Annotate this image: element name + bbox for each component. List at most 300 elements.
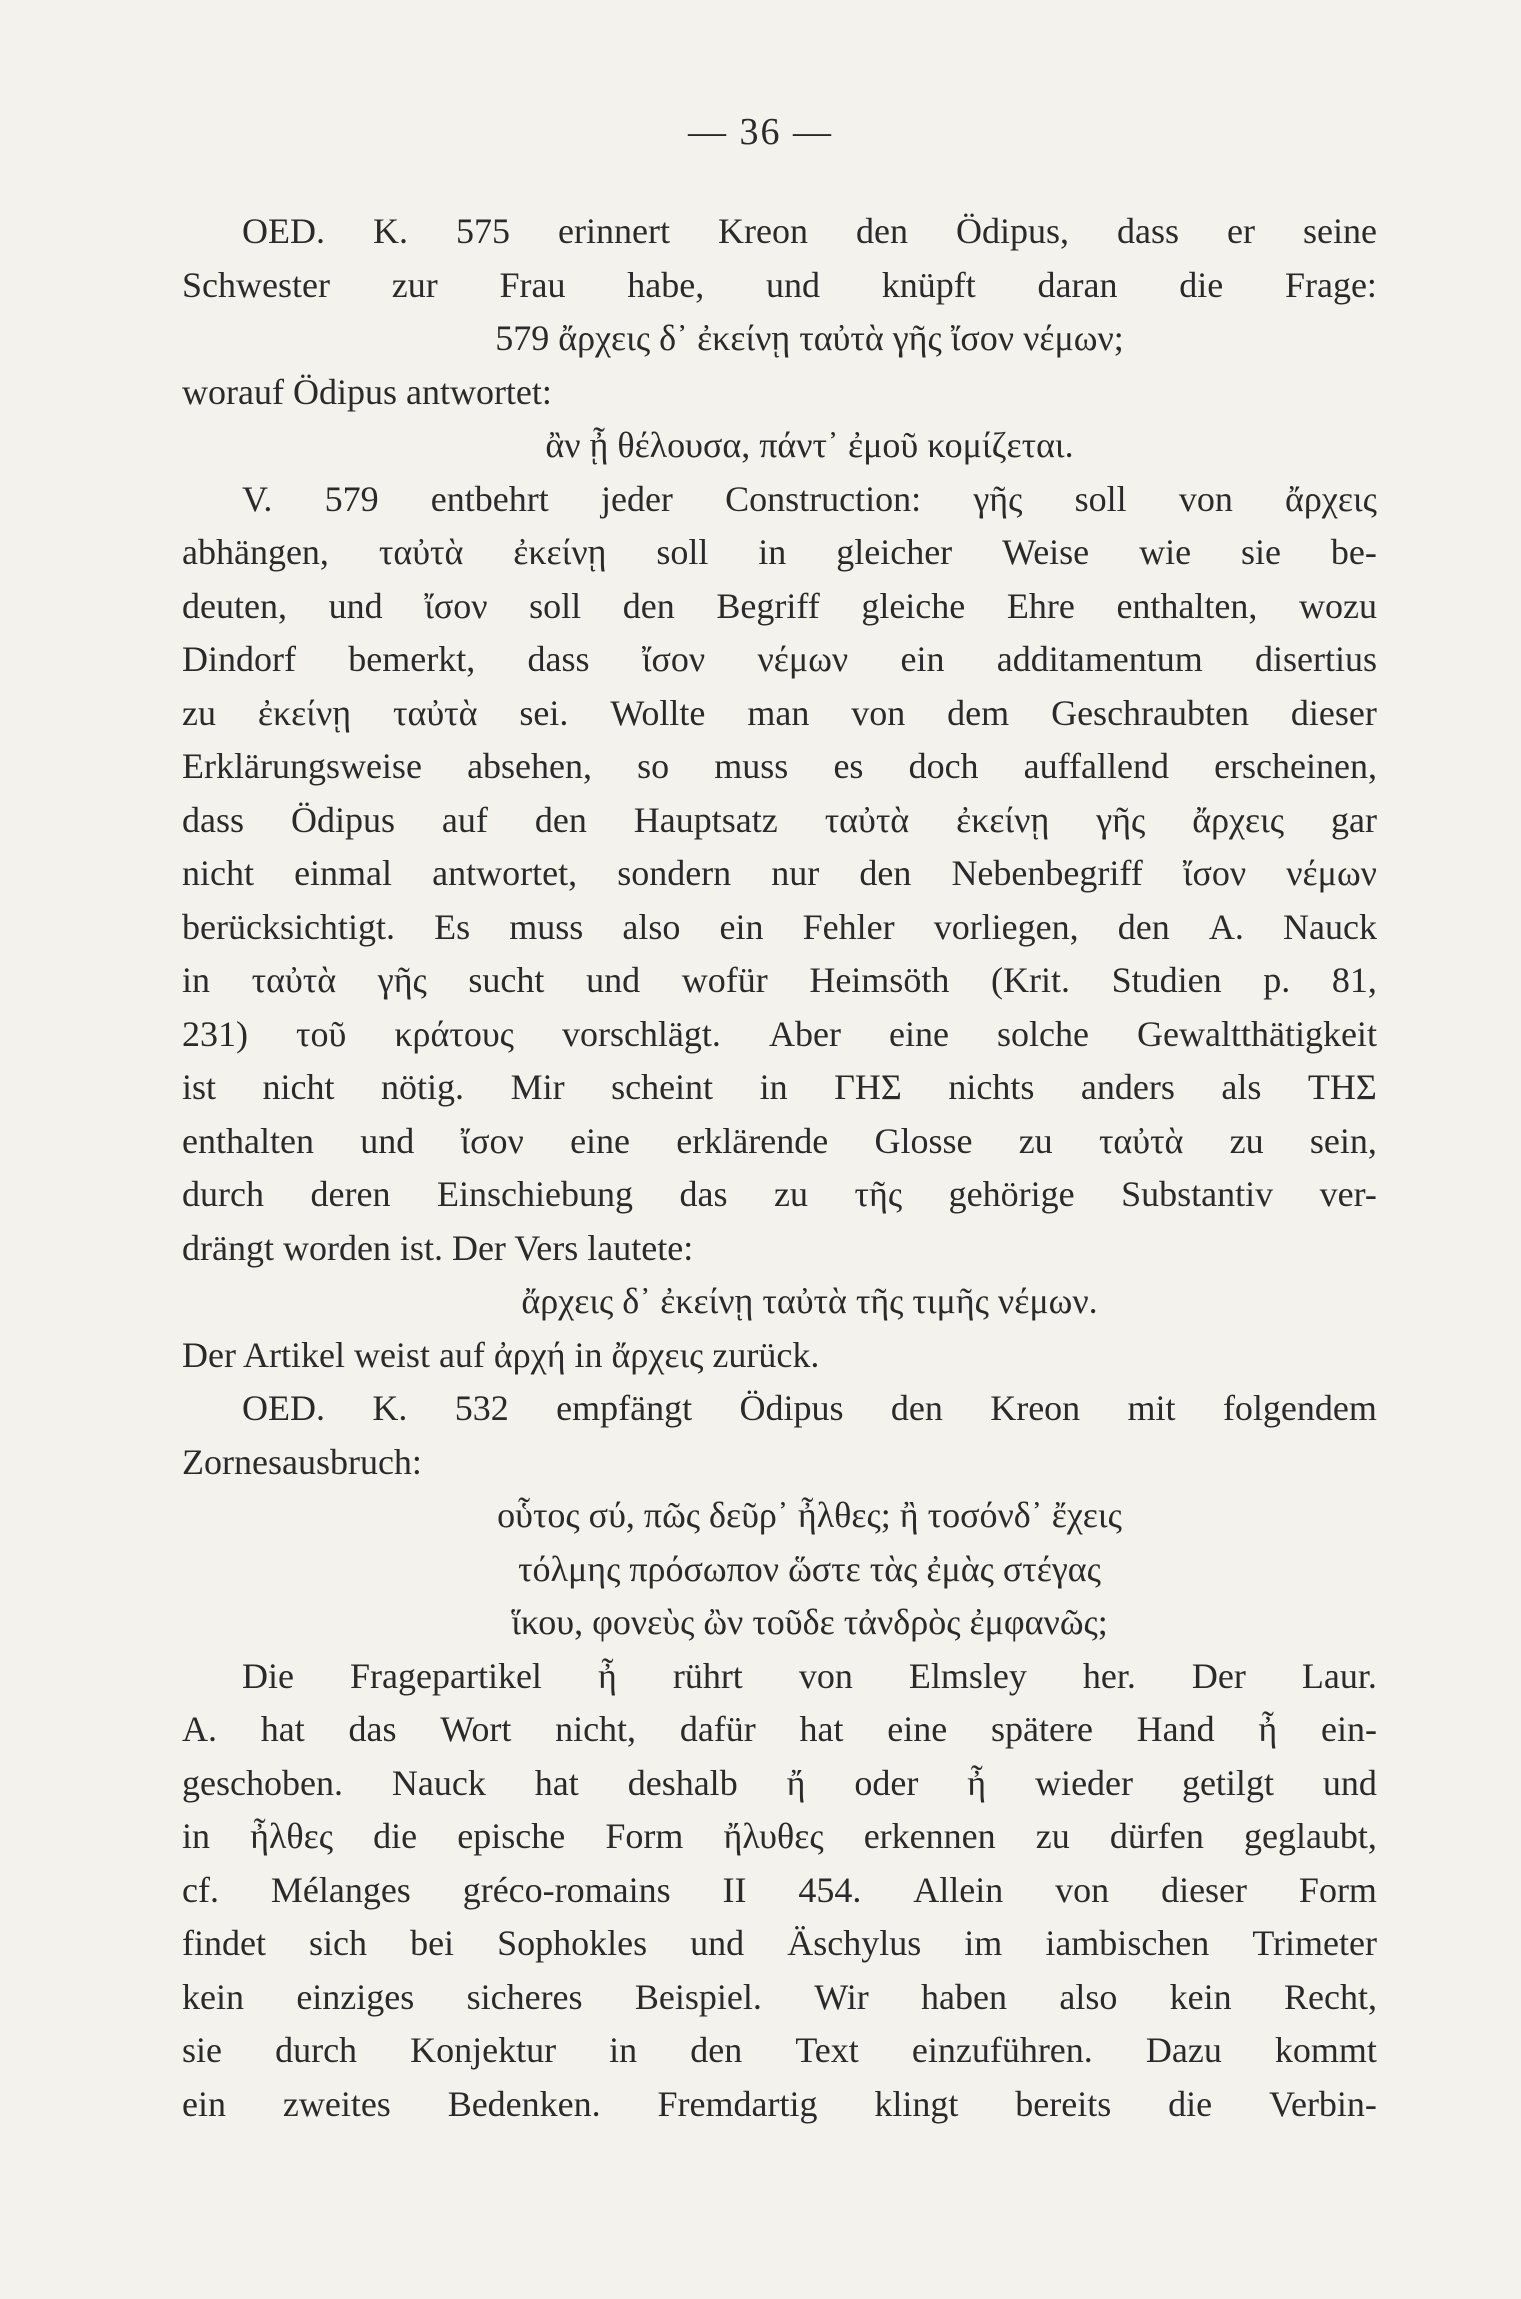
word: von [1055,1869,1110,1910]
word: den [1117,906,1170,947]
word: her. [1082,1655,1136,1696]
word: ἦ [967,1762,987,1803]
text-line [182,954,1377,1008]
word: sicheres [466,1976,583,2017]
word: durch [182,1174,264,1214]
word: zu [182,692,216,733]
text-line [182,1436,1377,1490]
word: haben [921,1976,1008,2017]
word: nichts [948,1067,1035,1107]
text-line [182,1115,1377,1169]
word: γῆς [973,478,1023,519]
text-line [182,1489,1377,1543]
word: den [890,1388,943,1428]
word: dieser [1161,1869,1248,1910]
word: Heimsöth [809,960,950,1000]
word: den [690,2030,743,2070]
line-text [182,1061,1377,1115]
word: eine [888,1013,949,1054]
word: er [1227,211,1255,251]
word: νέμων [1286,853,1377,893]
line-text [182,740,1377,794]
word: soll [1074,478,1127,519]
word: deren [310,1174,391,1214]
word: A. [182,1709,217,1749]
word: bemerkt, [348,639,476,679]
line-text: drängt worden ist. Der Vers lautete: [182,1227,694,1268]
word: OED. [242,211,325,251]
word: ein [900,639,945,679]
word: ein [719,906,764,947]
word: OED. [242,1388,325,1428]
text-line [182,1222,1377,1276]
line-text: ἂν ᾖ θέλουσα, πάντ᾿ ἐμοῦ κομίζεται. [545,425,1074,465]
word: additamentum [996,639,1203,679]
word: Substantiv [1121,1174,1274,1214]
line-text [182,259,1377,313]
word: wozu [1299,585,1377,626]
word: gar [1331,799,1377,840]
line-text [182,1971,1377,2025]
word: und [586,960,641,1000]
word: getilgt [1181,1762,1274,1803]
word: enthalten [182,1120,314,1161]
word: κράτους [394,1013,514,1054]
word: Kreon [718,211,808,251]
word: deuten, [182,585,287,626]
word: Laur. [1301,1655,1377,1696]
word: zu [1018,1120,1053,1161]
text-line [182,740,1377,794]
word: Schwester [182,264,330,305]
word: deshalb [627,1762,738,1803]
body-text [182,205,1377,2131]
word: A. [1208,906,1244,947]
word: Form [605,1816,684,1856]
word: ἦ [597,1655,617,1696]
word: gehörige [948,1174,1075,1214]
line-text [182,954,1377,1008]
word: dürfen [1109,1816,1204,1856]
word: sucht [468,960,545,1000]
word: ἦλθες [250,1816,334,1856]
line-text [182,580,1377,634]
word: einmal [294,853,393,893]
word: Gewaltthätigkeit [1137,1013,1377,1054]
word: kommt [1274,2030,1377,2070]
word: daran [1037,264,1118,305]
word: Form [1298,1869,1377,1910]
line-text [182,847,1377,901]
word: vorliegen, [933,906,1079,947]
word: bereits [1015,2083,1112,2124]
word: gréco-romains [462,1869,671,1910]
word: erklärende [676,1120,829,1161]
word: ein- [1320,1709,1377,1749]
word: sondern [617,853,732,893]
word: und [1322,1762,1377,1803]
word: γῆς [1096,799,1146,840]
word: einziges [296,1976,415,2017]
word: habe, [627,264,705,305]
text-line [182,1650,1377,1704]
word: die [373,1816,418,1856]
word: 231) [182,1013,248,1054]
word: und [360,1120,415,1161]
word: spätere [990,1709,1093,1749]
word: Fehler [802,906,895,947]
word: K. [373,211,409,251]
word: sei. [519,692,569,733]
text-line [182,1543,1377,1597]
word: und [765,264,820,305]
line-text [182,1168,1377,1222]
word: Recht, [1283,1976,1377,2017]
word: ἴσον [641,639,706,679]
word: enthalten, [1116,585,1258,626]
word: erkennen [863,1816,996,1856]
text-line [182,473,1377,527]
word: Ödipus, [955,211,1069,251]
line-text [242,1382,1377,1436]
line-text: Zornesausbruch: [182,1441,422,1482]
word: Ehre [1006,585,1075,626]
line-text [242,473,1377,527]
word: geschoben. [182,1762,343,1803]
word: doch [908,746,979,786]
word: zur [391,264,438,305]
word: (Krit. [990,960,1070,1000]
text-line [182,205,1377,259]
text-line [182,1008,1377,1062]
line-text [182,2024,1377,2078]
text-line [182,847,1377,901]
word: Bedenken. [447,2083,601,2124]
word: also [622,906,681,947]
word: hat [534,1762,579,1803]
word: eine [887,1709,948,1749]
word: Nauck [1283,906,1377,947]
word: sich [309,1923,368,1963]
word: in [758,532,787,572]
word: Weise [1002,532,1090,572]
word: empfängt [556,1388,693,1428]
word: Hand [1136,1709,1215,1749]
line-text [182,1810,1377,1864]
line-text [182,1008,1377,1062]
word: in [182,1816,211,1856]
line-text: worauf Ödipus antwortet: [182,371,552,412]
text-line [182,1864,1377,1918]
text-line [182,794,1377,848]
text-line [182,2024,1377,2078]
line-text: ἵκου, φονεὺς ὢν τοῦδε τἀνδρὸς ἐμφανῶς; [511,1602,1108,1642]
text-line [182,580,1377,634]
word: den [622,585,675,626]
word: solche [997,1013,1089,1054]
word: in [759,1067,788,1107]
word: absehen, [467,746,593,786]
word: τῆς [854,1174,903,1214]
word: ταὐτὰ [1098,1120,1184,1161]
word: von [851,692,906,733]
word: Der [1191,1655,1246,1696]
word: zu [1229,1120,1264,1161]
page-number: — 36 — [688,111,833,153]
text-line [182,633,1377,687]
word: abhängen, [182,532,329,572]
word: ist [182,1067,217,1107]
text-line [182,259,1377,313]
text-line [182,366,1377,420]
word: 579 [324,478,379,519]
word: erscheinen, [1214,746,1377,786]
word: ταὐτὰ [393,692,478,733]
line-text [182,794,1377,848]
word: iambischen [1045,1923,1210,1963]
word: auf [441,799,488,840]
word: auffallend [1023,746,1169,786]
line-text [182,687,1377,741]
word: Erklärungsweise [182,746,422,786]
word: K. [372,1388,408,1428]
word: Die [242,1655,294,1696]
line-text [242,205,1377,259]
word: also [1059,1976,1118,2017]
word: einzuführen. [911,2030,1093,2070]
word: folgendem [1222,1388,1377,1428]
text-line [182,1757,1377,1811]
word: Text [795,2030,859,2070]
word: ἄρχεις [1285,478,1377,519]
text-line [182,312,1377,366]
word: antwortet, [432,853,578,893]
word: sein, [1309,1120,1377,1161]
word: Studien [1111,960,1222,1000]
line-text [242,1650,1377,1704]
word: dafür [679,1709,756,1749]
word: oder [854,1762,919,1803]
word: gleicher [836,532,953,572]
word: Ödipus [290,799,395,840]
word: Sophokles [497,1923,648,1963]
word: Mir [510,1067,565,1107]
word: den [855,211,908,251]
line-text [182,1703,1377,1757]
word: und [328,585,383,626]
word: Dindorf [182,639,296,679]
word: dieser [1290,692,1377,733]
word: Begriff [716,585,820,626]
word: ἐκείνῃ [513,532,607,572]
word: Ödipus [739,1388,844,1428]
word: knüpft [881,264,976,305]
line-text [182,901,1377,955]
word: ἤ [786,1762,806,1803]
word: Construction: [725,478,922,519]
word: ἐκείνῃ [956,799,1050,840]
word: Mélanges [270,1869,411,1910]
text-line [182,526,1377,580]
word: bei [410,1923,455,1963]
word: cf. [182,1869,219,1910]
word: Es [434,906,471,947]
word: Verbin- [1268,2083,1377,2124]
word: dem [947,692,1010,733]
word: nicht [182,853,254,893]
word: disertius [1255,639,1377,679]
word: scheint [611,1067,714,1107]
word: ein [182,2083,226,2124]
word: Beispiel. [634,1976,762,2017]
word: Äschylus [787,1923,922,1963]
word: ταὐτὰ [824,799,910,840]
word: Fremdartig [657,2083,818,2124]
word: von [798,1655,853,1696]
line-text [182,633,1377,687]
line-text [182,2078,1377,2132]
line-text [182,1757,1377,1811]
word: kein [182,1976,244,2017]
text-line [182,1382,1377,1436]
word: man [747,692,810,733]
word: ταὐτὰ [378,532,464,572]
word: wieder [1035,1762,1134,1803]
word: ἤλυθες [723,1816,824,1856]
text-line [182,1275,1377,1329]
word: hat [260,1709,305,1749]
word: zu [774,1174,808,1214]
word: als [1221,1067,1262,1107]
word: ταὐτὰ [251,960,337,1000]
word: Einschiebung [436,1174,633,1214]
word: Wollte [610,692,706,733]
word: dass [527,639,590,679]
text-line [182,687,1377,741]
word: V. [242,478,273,519]
text-line [182,1596,1377,1650]
word: Nebenbegriff [951,853,1143,893]
word: Frau [499,264,566,305]
word: ver- [1319,1174,1377,1214]
text-line [182,1917,1377,1971]
word: geglaubt, [1243,1816,1377,1856]
word: mit [1127,1388,1176,1428]
word: Hauptsatz [633,799,778,840]
word: kein [1169,1976,1232,2017]
word: γῆς [377,960,427,1000]
word: vorschlägt. [561,1013,721,1054]
word: von [1178,478,1233,519]
word: anders [1080,1067,1175,1107]
text-line [182,1061,1377,1115]
word: nötig. [381,1067,465,1107]
word: entbehrt [430,478,549,519]
word: Aber [768,1013,841,1054]
word: Trimeter [1252,1923,1377,1963]
word: τοῦ [296,1013,347,1054]
word: in [182,960,211,1000]
word: ἴσον [424,585,488,626]
word: sie [1241,532,1281,572]
word: ἄρχεις [1192,799,1285,840]
word: eine [570,1120,631,1161]
word: νέμων [757,639,849,679]
word: gleiche [861,585,966,626]
word: soll [656,532,709,572]
line-text: Der Artikel weist auf ἀρχή in ἄρχεις zurück. [182,1334,820,1375]
word: durch [275,2030,358,2070]
word: sie [182,2030,222,2070]
word: es [833,746,864,786]
word: Glosse [874,1120,973,1161]
word: das [679,1174,728,1214]
text-line [182,1810,1377,1864]
word: erinnert [558,211,670,251]
line-text: 579 ἄρχεις δ᾿ ἐκείνῃ ταὐτὰ γῆς ἴσον νέμων; [495,318,1124,358]
word: den [534,799,587,840]
word: Elmsley [908,1655,1027,1696]
word: ΤΗΣ [1307,1067,1377,1107]
word: dass [182,799,244,840]
word: klingt [874,2083,959,2124]
word: muss [714,746,789,786]
word: Kreon [990,1388,1081,1428]
word: die [1168,2083,1213,2124]
word: das [348,1709,397,1749]
word: findet [182,1923,266,1963]
line-text [182,1115,1377,1169]
word: Frage: [1284,264,1377,305]
word: zu [1035,1816,1070,1856]
text-line [182,419,1377,473]
word: und [690,1923,745,1963]
word: Dazu [1145,2030,1222,2070]
word: soll [529,585,582,626]
line-text [182,1917,1377,1971]
word: epische [457,1816,566,1856]
word: ἴσον [460,1120,524,1161]
word: so [637,746,670,786]
word: den [859,853,912,893]
line-text: οὗτος σύ, πῶς δεῦρ᾿ ἦλθες; ἢ τοσόνδ᾿ ἔχεις [497,1495,1122,1535]
text-line [182,1971,1377,2025]
word: Wort [440,1709,512,1749]
word: Wir [814,1976,869,2017]
text-line [182,2078,1377,2132]
word: dass [1117,211,1180,251]
word: rührt [672,1655,743,1696]
word: 454. [798,1869,862,1910]
word: Allein [913,1869,1004,1910]
word: nicht [262,1067,335,1107]
word: Fragepartikel [350,1655,542,1696]
text-line [182,1329,1377,1383]
word: 575 [456,211,511,251]
line-text: τόλμης πρόσωπον ὥστε τὰς ἐμὰς στέγας [518,1548,1101,1589]
word: 81, [1331,960,1377,1000]
word: seine [1303,211,1377,251]
word: II [722,1869,747,1910]
word: jeder [600,478,673,519]
word: die [1179,264,1224,305]
word: ἴσον [1182,853,1247,893]
word: 532 [454,1388,509,1428]
word: muss [509,906,584,947]
word: ἐκείνῃ [257,692,352,733]
word: Nauck [391,1762,486,1803]
line-text [182,526,1377,580]
